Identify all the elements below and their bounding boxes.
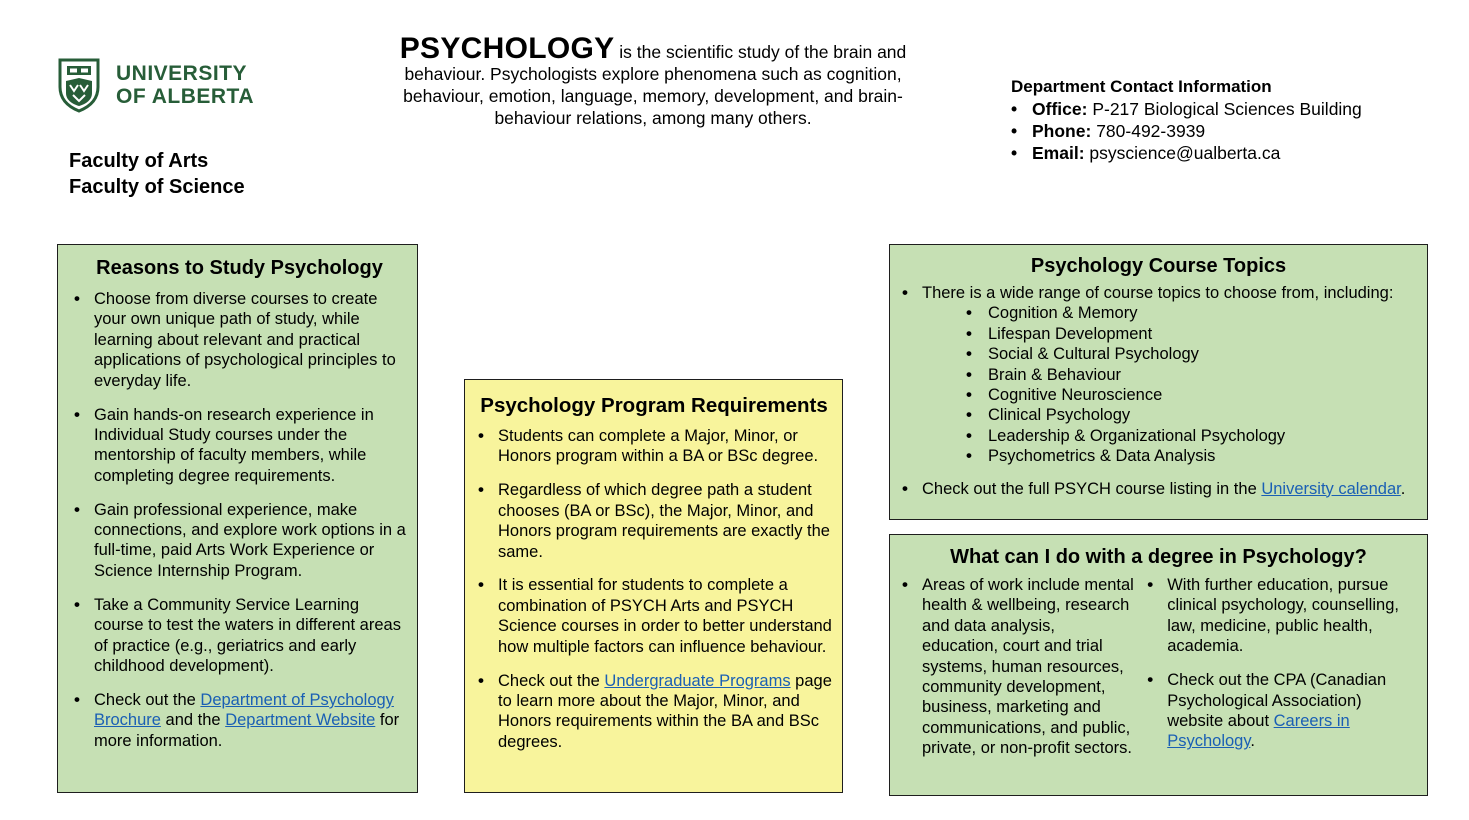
faculties: [69, 148, 245, 200]
list-item: • Check out the full PSYCH course listing in the University calendar.: [900, 479, 1417, 499]
list-item: • Check out the CPA (Canadian Psychological Association) website about Careers in Psychology.: [1145, 670, 1417, 752]
list-item: • There is a wide range of course topics to choose from, including:: [900, 283, 1417, 303]
list-item: • Gain hands-on research experience in Individual Study courses under the mentorship of faculty members, while completing degree requirements.: [72, 405, 407, 487]
intro-text: is the scientific study of the brain and behaviour. Psychologists explore phenomena such as cognition, behaviour, emotion, language, memory, development, and brain-behaviour relations, among many others.: [403, 42, 907, 128]
reasons-title: Reasons to Study Psychology: [96, 257, 383, 279]
list-item: • Check out the Undergraduate Programs page to learn more about the Major, Minor, and Honors requirements within the BA and BSc degrees.: [476, 671, 832, 753]
brochure-link[interactable]: Department of Psychology Brochure: [94, 690, 394, 730]
list-item: • Take a Community Service Learning course to test the waters in different areas of practice (e.g., geriatrics and early childhood development).: [72, 595, 407, 677]
reasons-box: [57, 244, 418, 793]
logo-line-1: UNIVERSITY: [116, 62, 248, 85]
undergraduate-programs-link[interactable]: Undergraduate Programs: [604, 671, 791, 690]
list-item: • Regardless of which degree path a student chooses (BA or BSc), the Major, Minor, and Honors program requirements are exactly the same.: [476, 480, 832, 562]
department-website-link[interactable]: Department Website: [225, 711, 376, 730]
degree-careers-box: [889, 534, 1428, 796]
intro-paragraph: [382, 32, 924, 129]
list-item: • It is essential for students to complete a combination of PSYCH Arts and PSYCH Science courses in order to better understand how multiple factors can influence behaviour.: [476, 575, 832, 657]
course-topics-box: [889, 244, 1428, 520]
faculty-arts: Faculty of Arts: [69, 150, 209, 172]
contact-phone: • Phone: 780-492-3939: [1011, 120, 1431, 142]
list-item: • Gain professional experience, make connections, and explore work options in a full-time, paid Arts Work Experience or Science Internship Program.: [72, 500, 407, 582]
topic-item: • Lifespan Development: [956, 324, 1417, 344]
faculty-science: Faculty of Science: [69, 176, 245, 198]
contact-info: [1011, 76, 1431, 164]
contact-office: • Office: P-217 Biological Sciences Building: [1011, 98, 1431, 120]
topic-item: • Clinical Psychology: [956, 405, 1417, 425]
shield-crest-icon: [56, 57, 102, 113]
list-item: • Students can complete a Major, Minor, or Honors program within a BA or BSc degree.: [476, 426, 832, 467]
topic-item: • Leadership & Organizational Psychology: [956, 426, 1417, 446]
topics-title: Psychology Course Topics: [1030, 255, 1287, 277]
requirements-title: Psychology Program Requirements: [480, 394, 828, 417]
list-item: • Choose from diverse courses to create your own unique path of study, while learning about relevant and practical applications of psychological principles to everyday life.: [72, 289, 407, 391]
topic-item: • Psychometrics & Data Analysis: [956, 446, 1417, 466]
topic-item: • Brain & Behaviour: [956, 365, 1417, 385]
logo-line-2: OF ALBERTA: [116, 85, 254, 108]
topic-item: • Cognitive Neuroscience: [956, 385, 1417, 405]
degree-title: What can I do with a degree in Psychology?: [950, 546, 1367, 568]
topic-item: • Social & Cultural Psychology: [956, 344, 1417, 364]
list-item: • With further education, pursue clinical psychology, counselling, law, medicine, public health, academia.: [1145, 575, 1417, 657]
careers-in-psychology-link[interactable]: Careers in Psychology: [1167, 711, 1350, 751]
intro-title: PSYCHOLOGY: [399, 32, 615, 65]
contact-email: • Email: psyscience@ualberta.ca: [1011, 142, 1431, 164]
list-item: • Check out the Department of Psychology Brochure and the Department Website for more information.: [72, 690, 407, 751]
university-calendar-link[interactable]: University calendar: [1261, 479, 1401, 498]
topics-sublist: [956, 303, 1417, 466]
contact-heading: Department Contact Information: [1011, 77, 1272, 96]
list-item: • Areas of work include mental health & wellbeing, research and data analysis, education, court and trial systems, human resources, community development, business, marketing and communications, and public, private, or non-profit sectors.: [900, 575, 1135, 759]
requirements-box: [464, 379, 843, 793]
topic-item: • Cognition & Memory: [956, 303, 1417, 323]
university-logo: [56, 56, 286, 114]
